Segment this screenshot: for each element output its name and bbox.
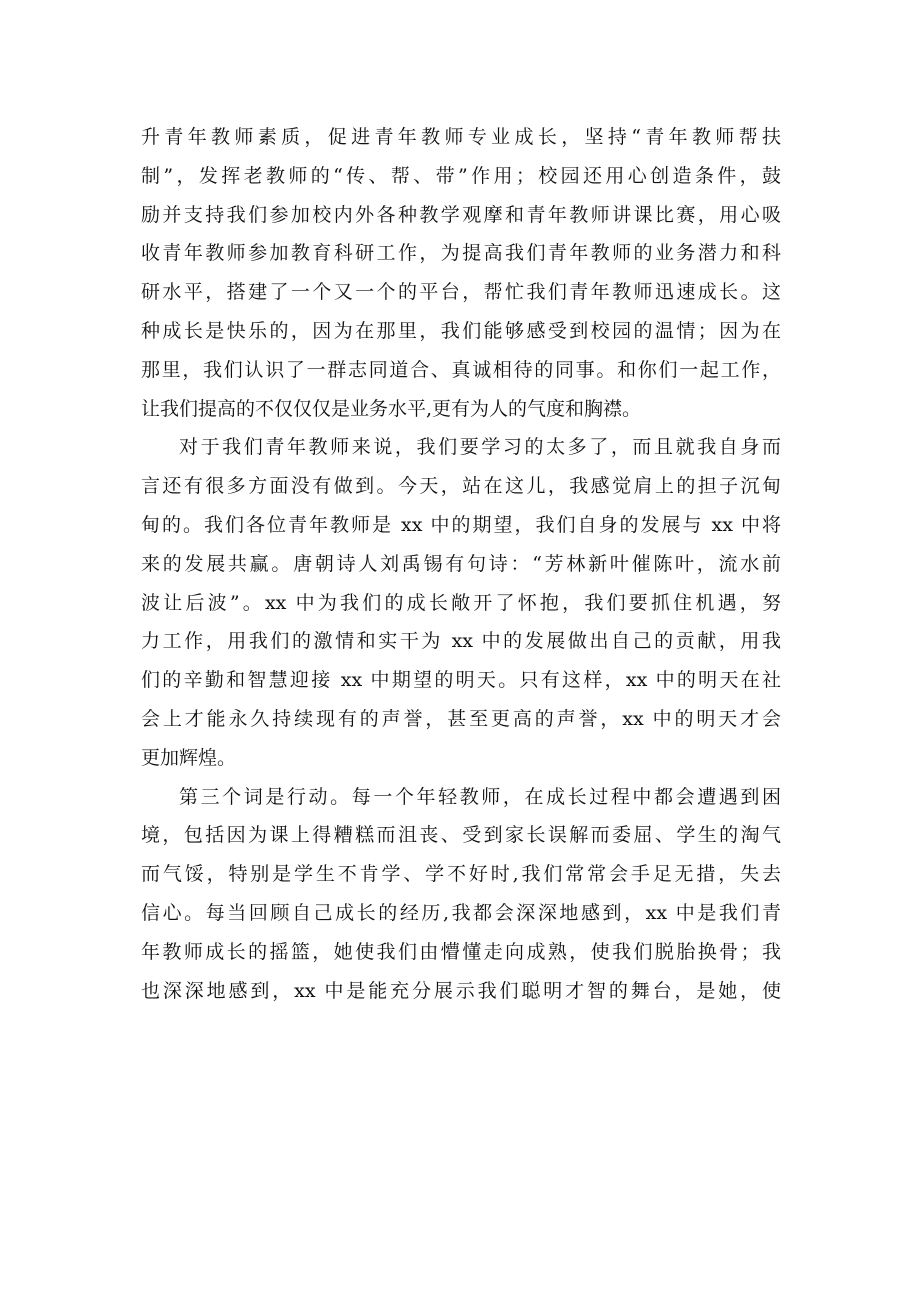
text-line: 第三个词是行动。每一个年轻教师，在成长过程中都会遭遇到困 bbox=[179, 785, 781, 808]
text-line: 让我们提高的不仅仅仅是业务水平,更有为人的气度和胸襟。 bbox=[141, 397, 642, 420]
paragraph-1 bbox=[141, 118, 781, 428]
text-line: 也深深地感到，xx 中是能充分展示我们聪明才智的舞台，是她，使 bbox=[141, 979, 781, 1002]
text-line: 那里，我们认识了一群志同道合、真诚相待的同事。和你们一起工作， bbox=[141, 358, 781, 381]
text-line: 升青年教师素质，促进青年教师专业成长，坚持“青年教师帮扶 bbox=[141, 126, 781, 148]
text-line: 来的发展共赢。唐朝诗人刘禹锡有句诗：“芳林新叶催陈叶，流水前 bbox=[141, 552, 781, 575]
text-line: 甸的。我们各位青年教师是 xx 中的期望，我们自身的发展与 xx 中将 bbox=[141, 513, 781, 536]
body-text bbox=[141, 118, 781, 1010]
text-line: 波让后波”。xx 中为我们的成长敞开了怀抱，我们要抓住机遇，努 bbox=[141, 591, 781, 614]
text-line: 研水平，搭建了一个又一个的平台，帮忙我们青年教师迅速成长。这 bbox=[141, 281, 781, 304]
text-line: 制”，发挥老教师的“传、帮、带”作用；校园还用心创造条件，鼓 bbox=[141, 164, 781, 187]
text-line: 言还有很多方面没有做到。今天，站在这儿，我感觉肩上的担子沉甸 bbox=[141, 475, 781, 498]
text-line: 力工作，用我们的激情和实干为 xx 中的发展做出自己的贡献，用我 bbox=[141, 630, 781, 653]
text-line: 对于我们青年教师来说，我们要学习的太多了，而且就我自身而 bbox=[179, 436, 781, 459]
text-line: 而气馁，特别是学生不肯学、学不好时,我们常常会手足无措，失去 bbox=[141, 863, 781, 886]
paragraph-3 bbox=[141, 778, 781, 1011]
text-line: 更加辉煌。 bbox=[141, 746, 237, 769]
paragraph-2 bbox=[141, 428, 781, 777]
text-line: 种成长是快乐的，因为在那里，我们能够感受到校园的温情；因为在 bbox=[141, 319, 781, 342]
text-line: 收青年教师参加教育科研工作，为提高我们青年教师的业务潜力和科 bbox=[141, 242, 781, 265]
text-line: 们的辛勤和智慧迎接 xx 中期望的明天。只有这样，xx 中的明天在社 bbox=[141, 669, 781, 692]
text-line: 信心。每当回顾自己成长的经历,我都会深深地感到，xx 中是我们青 bbox=[141, 901, 781, 924]
text-line: 会上才能永久持续现有的声誉，甚至更高的声誉，xx 中的明天才会 bbox=[141, 707, 781, 730]
text-line: 境，包括因为课上得糟糕而沮丧、受到家长误解而委屈、学生的淘气 bbox=[141, 824, 781, 847]
text-line: 年教师成长的摇篮，她使我们由懵懂走向成熟，使我们脱胎换骨；我 bbox=[141, 940, 781, 963]
text-line: 励并支持我们参加校内外各种教学观摩和青年教师讲课比赛，用心吸 bbox=[141, 203, 781, 226]
